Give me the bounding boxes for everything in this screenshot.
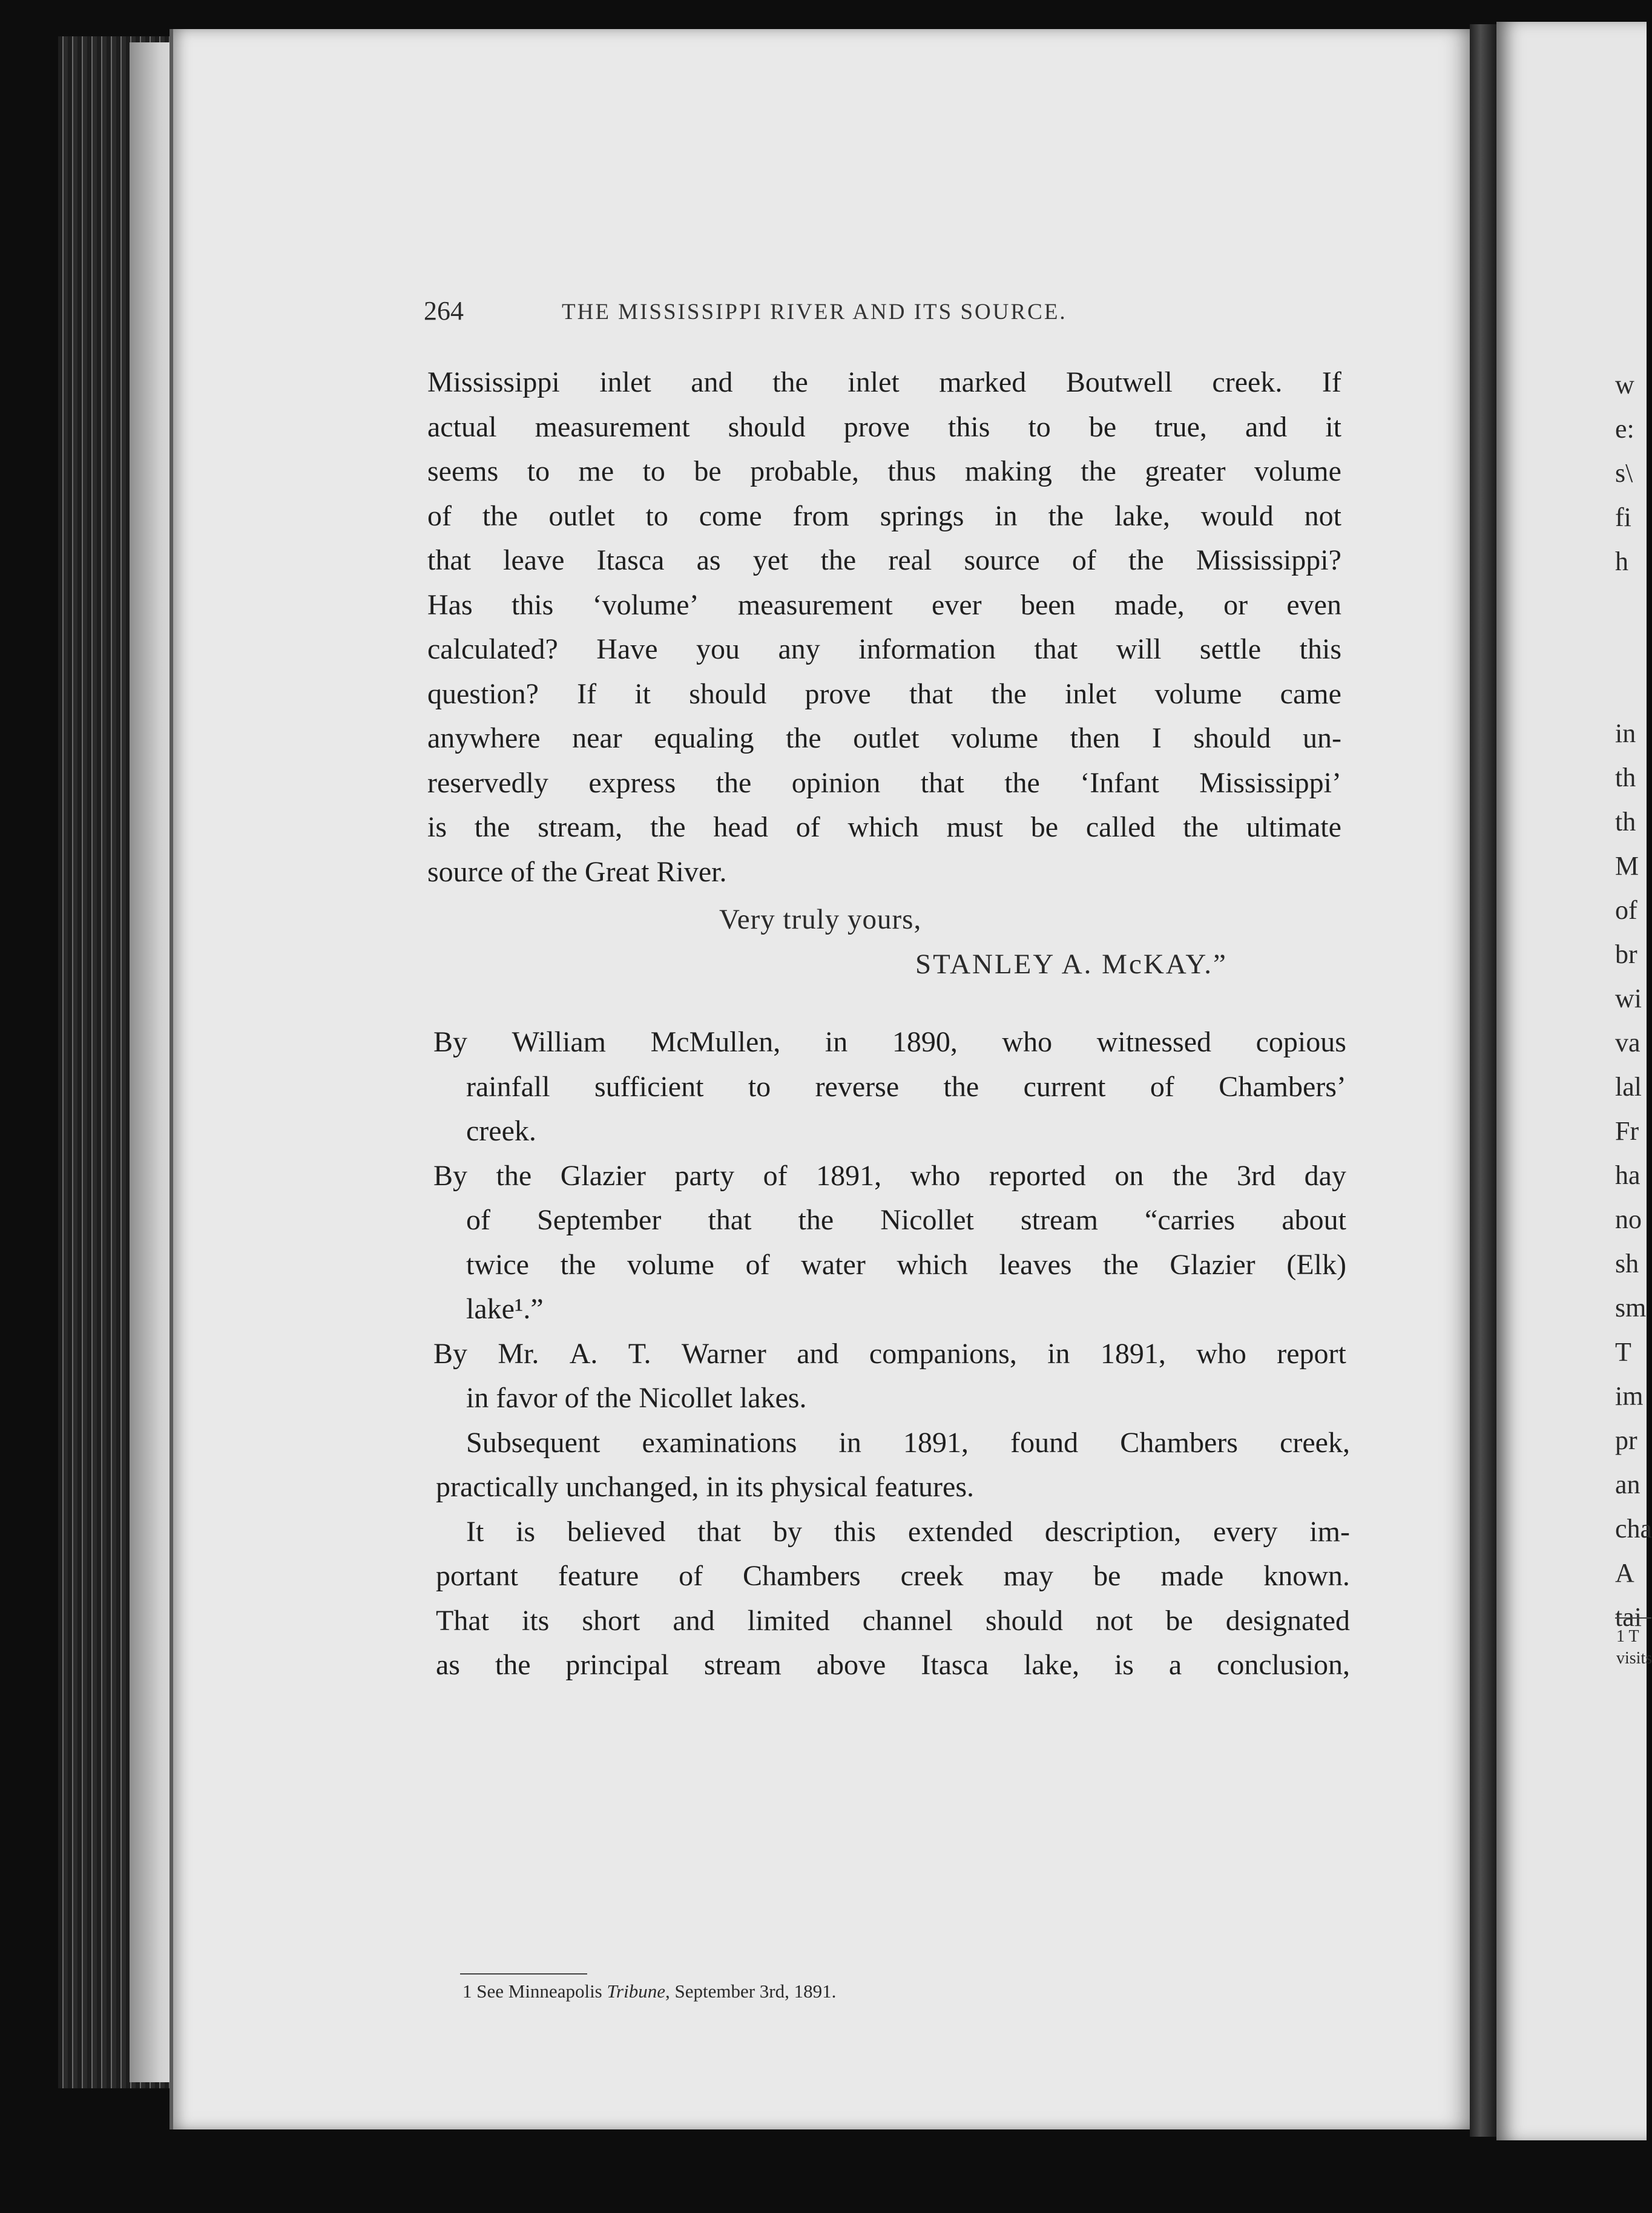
- facing-page-fragment: Fr: [1615, 1116, 1639, 1146]
- paragraph-line: portant feature of Chambers creek may be made known.: [436, 1560, 1350, 1592]
- paragraph-line: It is believed that by this extended description, every im-: [466, 1515, 1350, 1548]
- letter-line: reservedly express the opinion that the ‘Infant Mississippi’: [427, 766, 1341, 799]
- running-head: [0, 295, 1647, 335]
- facing-page-fragment: th: [1615, 807, 1636, 837]
- footnote-text-after: , September 3rd, 1891.: [665, 1981, 837, 2002]
- facing-page-fragment: cha: [1615, 1514, 1652, 1544]
- letter-line: question? If it should prove that the inlet volume came: [427, 677, 1341, 710]
- entry-line: rainfall sufficient to reverse the current of Chambers’: [466, 1070, 1346, 1103]
- letter-line: source of the Great River.: [427, 855, 727, 888]
- facing-page-fragment: T: [1615, 1337, 1631, 1367]
- letter-line: Mississippi inlet and the inlet marked Boutwell creek. If: [427, 366, 1341, 398]
- facing-page-fragment: th: [1615, 763, 1636, 792]
- letter-line: anywhere near equaling the outlet volume then I should un-: [427, 722, 1341, 754]
- footnote-number: 1: [462, 1981, 472, 2002]
- letter-line: calculated? Have you any information that will settle this: [427, 633, 1341, 665]
- footnote-publication: Tribune: [607, 1981, 665, 2002]
- facing-page-fragment: tai: [1615, 1602, 1642, 1632]
- facing-page-fragment: of: [1615, 895, 1637, 925]
- facing-page-fragment: fi: [1615, 502, 1631, 532]
- facing-page-fragment: sh: [1615, 1249, 1639, 1278]
- letter-line: seems to me to be probable, thus making the greater volume: [427, 455, 1341, 487]
- letter-line: Has this ‘volume’ measurement ever been made, or even: [427, 588, 1341, 621]
- facing-page-fragment: br: [1615, 939, 1637, 969]
- facing-page-fragment: 1 T: [1616, 1627, 1639, 1646]
- book-gutter: [1470, 24, 1496, 2137]
- entry-line: in favor of the Nicollet lakes.: [466, 1382, 807, 1414]
- paragraph-line: That its short and limited channel should not be designated: [436, 1604, 1350, 1637]
- facing-page-fragment: h: [1615, 547, 1628, 576]
- facing-page-fragment: A: [1615, 1558, 1634, 1588]
- page-number: 264: [424, 296, 464, 326]
- facing-page-fragment: sm: [1615, 1293, 1647, 1323]
- entry-line: lake¹.”: [466, 1293, 544, 1325]
- facing-page-fragment: va: [1615, 1028, 1640, 1057]
- letter-line: of the outlet to come from springs in the lake, would not: [427, 499, 1341, 532]
- footnote-text-before: See Minneapolis: [476, 1981, 607, 2002]
- facing-page-fragment: lal: [1615, 1072, 1642, 1102]
- entry-line: twice the volume of water which leaves the Glazier (Elk): [466, 1248, 1346, 1281]
- facing-page-fragment: ha: [1615, 1160, 1640, 1190]
- paragraph-line: as the principal stream above Itasca lake, is a conclusion,: [436, 1649, 1350, 1681]
- paragraph-line: practically unchanged, in its physical features.: [436, 1471, 975, 1503]
- facing-page-fragment: w: [1615, 370, 1634, 400]
- facing-page-footnote-rule: [1615, 1617, 1651, 1619]
- letter-line: that leave Itasca as yet the real source of the Mississippi?: [427, 544, 1341, 576]
- letter-line: is the stream, the head of which must be called the ultimate: [427, 811, 1341, 843]
- footnote: [462, 1981, 836, 2002]
- facing-page-fragment: pr: [1615, 1425, 1637, 1455]
- facing-page-fragment: s\: [1615, 458, 1633, 488]
- running-title: THE MISSISSIPPI RIVER AND ITS SOURCE.: [562, 300, 1067, 324]
- entry-line: creek.: [466, 1115, 536, 1147]
- facing-page-fragment: in: [1615, 718, 1636, 748]
- entry-line: By the Glazier party of 1891, who reported on the 3rd day: [433, 1159, 1346, 1192]
- letter-closing: Very truly yours,: [719, 904, 922, 935]
- facing-page-fragment: M: [1615, 851, 1639, 881]
- paragraph-line: Subsequent examinations in 1891, found Chambers creek,: [466, 1426, 1350, 1459]
- footnote-rule: [460, 1973, 587, 1975]
- facing-page-fragment: im: [1615, 1381, 1644, 1411]
- facing-page-fragment: an: [1615, 1470, 1640, 1499]
- facing-page-fragment: e:: [1615, 414, 1634, 444]
- entry-line: By William McMullen, in 1890, who witnessed copious: [433, 1026, 1346, 1058]
- letter-signature: STANLEY A. McKAY.”: [915, 948, 1228, 980]
- entry-line: of September that the Nicollet stream “carries about: [466, 1204, 1346, 1236]
- facing-page-fragment: no: [1615, 1205, 1642, 1234]
- facing-page-fragment: wi: [1615, 984, 1642, 1013]
- entry-line: By Mr. A. T. Warner and companions, in 1891, who report: [433, 1337, 1346, 1370]
- facing-page-fragment: visits: [1616, 1649, 1652, 1668]
- letter-line: actual measurement should prove this to be true, and it: [427, 410, 1341, 443]
